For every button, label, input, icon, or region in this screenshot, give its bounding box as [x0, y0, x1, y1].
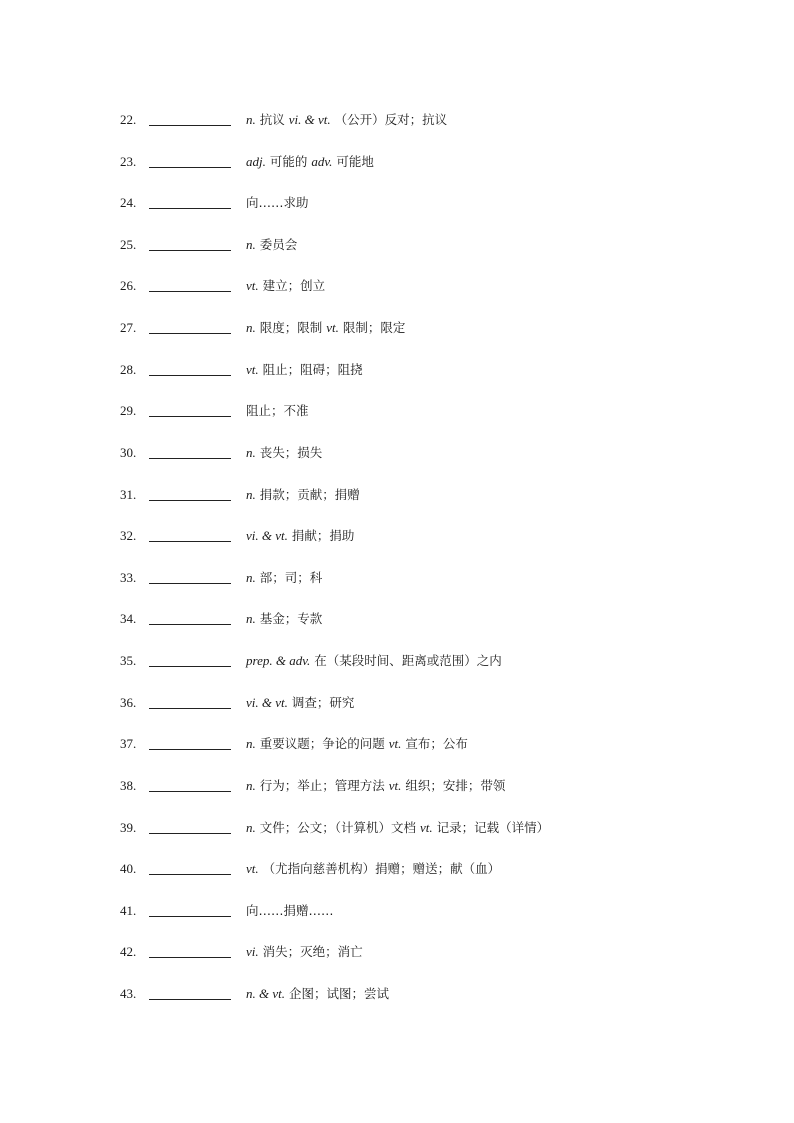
part-of-speech: vt. [246, 361, 259, 377]
definition-text: 限制；限定 [338, 320, 406, 336]
vocab-entry [0, 525, 794, 549]
part-of-speech: vt. [326, 320, 339, 336]
part-of-speech: vi. & vt. [246, 694, 288, 710]
entry-definition [246, 111, 447, 129]
entry-definition [246, 569, 322, 587]
answer-blank[interactable] [149, 291, 231, 292]
entry-number: 29. [120, 403, 137, 419]
entry-number: 43. [120, 986, 137, 1002]
answer-blank[interactable] [149, 957, 231, 958]
part-of-speech: n. [246, 486, 256, 502]
definition-text: 文件；公文；（计算机）文档 [255, 819, 420, 835]
part-of-speech: vi. [246, 944, 259, 960]
entry-number: 42. [120, 944, 137, 960]
definition-text: 限度；限制 [255, 320, 327, 336]
definition-text: 企图；试图；尝试 [285, 986, 389, 1002]
entry-definition [246, 402, 309, 420]
definition-text: 向……求助 [246, 195, 309, 211]
part-of-speech: vi. & vt. [246, 528, 288, 544]
entry-definition [246, 860, 500, 878]
entry-definition [246, 652, 502, 670]
entry-definition [246, 777, 505, 795]
answer-blank[interactable] [149, 708, 231, 709]
vocab-entry [0, 192, 794, 216]
part-of-speech: n. & vt. [246, 986, 285, 1002]
entry-number: 27. [120, 320, 137, 336]
entry-number: 30. [120, 444, 137, 460]
answer-blank[interactable] [149, 375, 231, 376]
entry-number: 36. [120, 694, 137, 710]
definition-text: 基金；专款 [255, 611, 323, 627]
entry-number: 23. [120, 153, 137, 169]
answer-blank[interactable] [149, 125, 231, 126]
answer-blank[interactable] [149, 500, 231, 501]
answer-blank[interactable] [149, 999, 231, 1000]
definition-text: 向……捐赠…… [246, 902, 334, 918]
answer-blank[interactable] [149, 874, 231, 875]
part-of-speech: n. [246, 236, 256, 252]
vocab-entry [0, 234, 794, 258]
part-of-speech: vt. [388, 777, 402, 793]
part-of-speech: vt. [419, 819, 433, 835]
definition-text: 记录；记载（详情） [432, 819, 550, 835]
definition-text: 调查；研究 [287, 694, 355, 710]
part-of-speech: adv. [311, 153, 333, 169]
definition-text: 抗议 [255, 112, 289, 127]
entry-definition [246, 444, 322, 462]
definition-text: 重要议题；争论的问题 [255, 736, 389, 752]
entry-number: 37. [120, 736, 137, 752]
definition-text: 建立；创立 [258, 278, 326, 294]
entry-definition [246, 486, 360, 504]
part-of-speech: n. [246, 819, 256, 835]
entry-definition [246, 277, 325, 295]
entry-number: 25. [120, 236, 137, 252]
answer-blank[interactable] [149, 624, 231, 625]
vocab-entry [0, 359, 794, 383]
entry-number: 22. [120, 112, 137, 127]
vocab-entry [0, 900, 794, 924]
vocab-entry [0, 983, 794, 1007]
definition-text: 组织；安排；带领 [401, 777, 506, 793]
entry-definition [246, 319, 405, 337]
part-of-speech: n. [246, 611, 256, 627]
vocab-entry [0, 275, 794, 299]
answer-blank[interactable] [149, 833, 231, 834]
part-of-speech: n. [246, 112, 256, 127]
entry-definition [246, 902, 334, 920]
vocab-entry [0, 567, 794, 591]
definition-text: 捐款；贡献；捐赠 [255, 486, 360, 502]
entry-number: 40. [120, 861, 137, 877]
entry-number: 39. [120, 819, 137, 835]
answer-blank[interactable] [149, 458, 231, 459]
part-of-speech: vt. [246, 861, 259, 877]
entry-number: 31. [120, 486, 137, 502]
entry-definition [246, 610, 322, 628]
entry-number: 26. [120, 278, 137, 294]
entry-definition [246, 985, 389, 1003]
entry-number: 28. [120, 361, 137, 377]
answer-blank[interactable] [149, 791, 231, 792]
part-of-speech: n. [246, 320, 256, 336]
definition-text: 委员会 [255, 236, 298, 252]
answer-blank[interactable] [149, 416, 231, 417]
definition-text: 丧失；损失 [255, 444, 323, 460]
definition-text: 宣布；公布 [401, 736, 468, 752]
definition-text: （公开）反对；抗议 [330, 112, 448, 127]
answer-blank[interactable] [149, 666, 231, 667]
entry-number: 24. [120, 195, 137, 211]
vocab-entry [0, 151, 794, 175]
answer-blank[interactable] [149, 250, 231, 251]
definition-text: （尤指向慈善机构）捐赠；赠送；献（血） [258, 861, 501, 877]
entry-number: 32. [120, 528, 137, 544]
answer-blank[interactable] [149, 167, 231, 168]
definition-text: 消失；灭绝；消亡 [258, 944, 363, 960]
vocab-entry [0, 941, 794, 965]
part-of-speech: n. [246, 569, 256, 585]
part-of-speech: vt. [246, 278, 259, 294]
vocab-entry [0, 858, 794, 882]
vocab-entry [0, 608, 794, 632]
part-of-speech: vi. & vt. [288, 112, 331, 127]
entry-number: 41. [120, 902, 137, 918]
answer-blank[interactable] [149, 333, 231, 334]
part-of-speech: vt. [388, 736, 402, 752]
vocab-entry [0, 775, 794, 799]
definition-text: 捐献；捐助 [287, 528, 355, 544]
vocab-entry [0, 817, 794, 841]
vocab-entry [0, 317, 794, 341]
definition-text: 行为；举止；管理方法 [255, 777, 389, 793]
entry-definition [246, 943, 363, 961]
answer-blank[interactable] [149, 916, 231, 917]
definition-text: 可能地 [332, 153, 374, 169]
entry-definition [246, 527, 354, 545]
entry-definition [246, 819, 549, 837]
definition-text: 在（某段时间、距离或范围）之内 [310, 653, 502, 669]
entry-definition [246, 236, 297, 254]
part-of-speech: n. [246, 777, 256, 793]
vocab-entry [0, 692, 794, 716]
vocab-entry [0, 484, 794, 508]
part-of-speech: n. [246, 444, 256, 460]
entry-number: 38. [120, 777, 137, 793]
entry-definition [246, 735, 468, 753]
part-of-speech: adj. [246, 153, 266, 169]
entry-number: 33. [120, 569, 137, 585]
answer-blank[interactable] [149, 583, 231, 584]
part-of-speech: n. [246, 736, 256, 752]
answer-blank[interactable] [149, 749, 231, 750]
vocab-entry [0, 400, 794, 424]
answer-blank[interactable] [149, 541, 231, 542]
definition-text: 部；司；科 [255, 569, 323, 585]
answer-blank[interactable] [149, 208, 231, 209]
part-of-speech: prep. & adv. [246, 653, 311, 669]
definition-text: 阻止；不准 [246, 403, 309, 419]
vocab-entry [0, 733, 794, 757]
vocab-entry [0, 650, 794, 674]
entry-definition [246, 694, 354, 712]
entry-definition [246, 194, 309, 212]
definition-text: 可能的 [265, 153, 312, 169]
vocab-entry [0, 109, 794, 133]
entry-number: 34. [120, 611, 137, 627]
vocab-entry [0, 442, 794, 466]
entry-number: 35. [120, 653, 137, 669]
definition-text: 阻止；阻碍；阻挠 [258, 361, 363, 377]
entry-definition [246, 361, 363, 379]
entry-definition [246, 153, 374, 171]
